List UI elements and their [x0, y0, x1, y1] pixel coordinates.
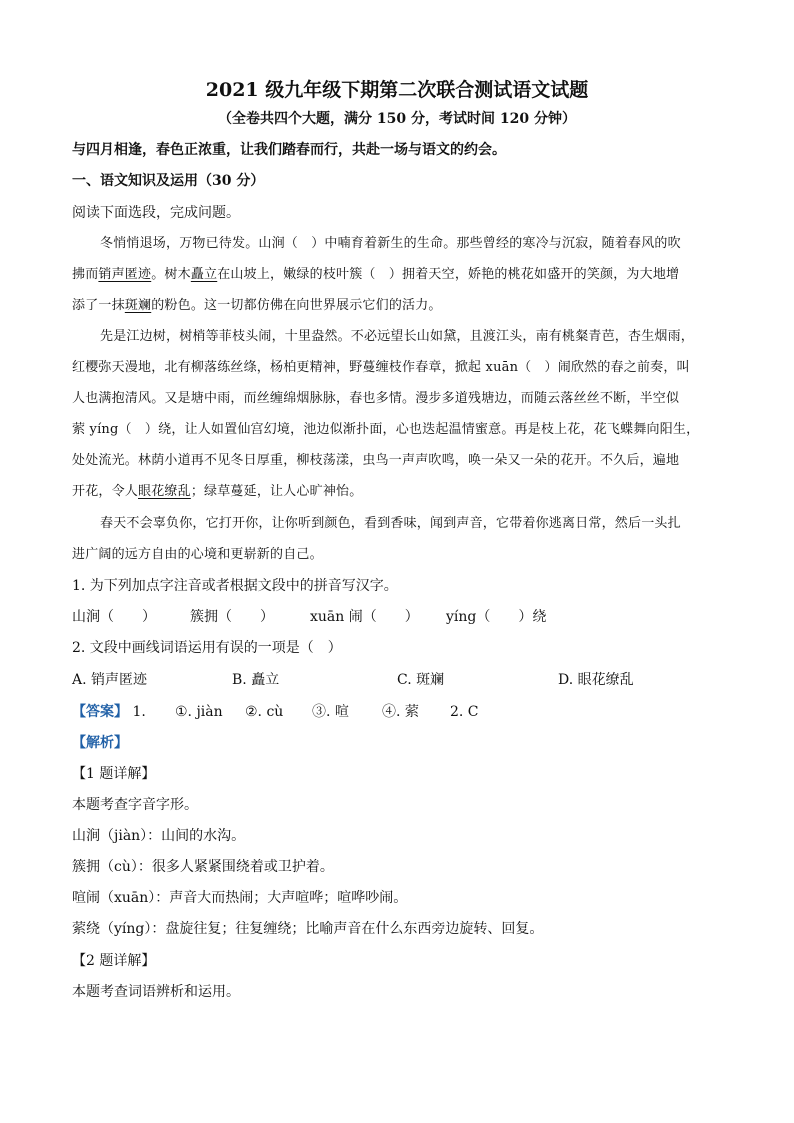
- option-b: B. 矗立: [232, 672, 280, 688]
- detail-line: 簇拥（cù）：很多人紧紧围绕着或卫护着。: [72, 859, 334, 875]
- question-1-item: xuān 闹（ ）: [310, 609, 419, 625]
- intro-line: 与四月相逢，春色正浓重，让我们踏春而行，共赴一场与语文的约会。: [72, 142, 506, 158]
- detail-line: 山涧（jiàn）：山间的水沟。: [72, 828, 246, 844]
- question-1-item: 簇拥（ ）: [190, 609, 274, 625]
- answer-part: ①. jiàn: [175, 704, 223, 720]
- detail-1-tag: 【1 题详解】: [72, 766, 156, 782]
- section-heading: 一、语文知识及运用（30 分）: [72, 173, 265, 189]
- answer-line: 【答案】 1.: [72, 704, 146, 720]
- question-2-stem: 2. 文段中画线词语运用有误的一项是（ ）: [72, 640, 342, 656]
- passage-line: 添了一抹斑斓的粉色。这一切都仿佛在向世界展示它们的活力。: [72, 298, 442, 313]
- reading-instruction: 阅读下面选段，完成问题。: [72, 205, 240, 221]
- underlined-term: 销声匿迹: [98, 267, 152, 282]
- question-1-stem: 1. 为下列加点字注音或者根据文段中的拼音写汉字。: [72, 578, 398, 594]
- answer-part: ④. 萦: [382, 704, 419, 720]
- option-a: A. 销声匿迹: [72, 672, 148, 688]
- passage-line: 冬悄悄退场，万物已待发。山涧（ ）中喃育着新生的生命。那些曾经的寒冷与沉寂，随着春风的吹: [100, 236, 681, 251]
- exam-subtitle: （全卷共四个大题，满分 150 分，考试时间 120 分钟）: [218, 111, 576, 127]
- underlined-term: 斑斓: [124, 298, 152, 313]
- answer-part: ③. 喧: [312, 704, 349, 720]
- passage-line: 红樱弥天漫地，北有柳落练丝绦，杨柏更精神，野蔓缠枝作春章，掀起 xuān（ ）闹欣然的春之前奏，叫: [72, 360, 690, 375]
- answer-q2: 2. C: [450, 704, 479, 720]
- page-title: 2021 级九年级下期第二次联合测试语文试题: [205, 79, 589, 101]
- question-1-item: yíng（ ）绕: [446, 609, 547, 625]
- detail-line: 本题考查字音字形。: [72, 797, 198, 813]
- passage-line: 处处流光。林荫小道再不见冬日厚重，柳枝荡漾，虫鸟一声声吹鸣，唤一朵又一朵的花开。不久后，遍地: [72, 453, 680, 468]
- passage-line: 春天不会辜负你，它打开你，让你听到颜色，看到香味，闻到声音，它带着你逃离日常，然后一头扎: [100, 516, 681, 531]
- passage-line: 开花，令人眼花缭乱；绿草蔓延，让人心旷神怡。: [72, 484, 363, 499]
- passage-line: 人也满抱清风。又是塘中雨，而丝缠绵烟脉脉，春也多情。漫步多道残塘边，而随云落丝丝不断，半空似: [72, 391, 680, 406]
- answer-part: ②. cù: [245, 704, 284, 720]
- passage-line: 萦 yíng（ ）绕，让人如置仙宫幻境，池边似渐扑面，心也迭起温情蜜意。再是枝上花，花飞蝶舞向阳生，: [72, 422, 700, 437]
- passage-line: 进广阔的远方自由的心境和更崭新的自己。: [72, 547, 323, 562]
- analysis-tag: 【解析】: [72, 735, 128, 751]
- passage-line: 拂而销声匿迹。树木矗立在山坡上，嫩绿的枝叶簇（ ）拥着天空，娇艳的桃花如盛开的笑颜，为大地增: [72, 267, 680, 282]
- underlined-term: 眼花缭乱: [138, 484, 191, 499]
- detail-2-tag: 【2 题详解】: [72, 953, 156, 969]
- underlined-term: 矗立: [190, 267, 218, 282]
- answer-tag: 【答案】: [72, 704, 128, 720]
- passage-line: 先是江边树，树梢等菲枝头闹，十里盎然。不必远望长山如黛，且渡江头，南有桃粲青芭，杏生烟雨，: [100, 329, 695, 344]
- detail-line: 本题考查词语辨析和运用。: [72, 984, 240, 1000]
- option-d: D. 眼花缭乱: [558, 672, 634, 688]
- detail-line: 萦绕（yíng）：盘旋往复；往复缠绕；比喻声音在什么东西旁边旋转、回复。: [72, 921, 544, 937]
- option-c: C. 斑斓: [397, 672, 445, 688]
- question-1-item: 山涧（ ）: [72, 609, 156, 625]
- detail-line: 喧闹（xuān）：声音大而热闹；大声喧哗；喧哗吵闹。: [72, 890, 408, 906]
